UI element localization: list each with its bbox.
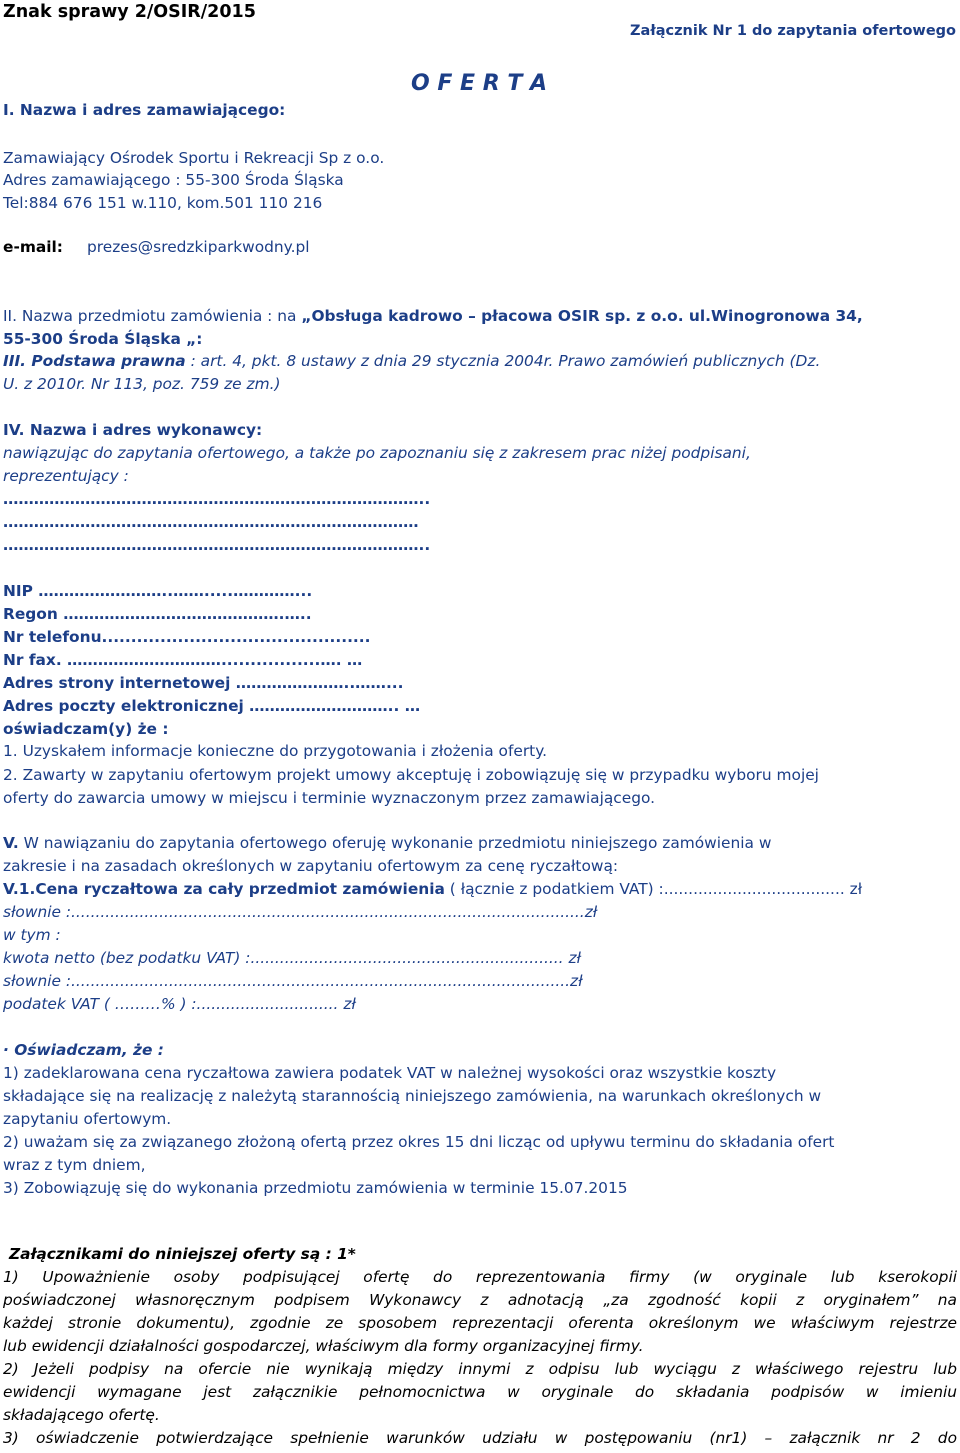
- fax-field: Nr fax. ………………………….................…. …: [3, 651, 363, 669]
- attachment-1-cont-b: każdej stronie dokumentu), zgodnie ze sposobem reprezentacji oferenta określonym we właściwym rejestrze: [3, 1314, 957, 1332]
- attachment-label: Załącznik Nr 1 do zapytania ofertowego: [630, 23, 956, 39]
- declare-point-1: 1. Uzyskałem informacje konieczne do przygotowania i złożenia oferty.: [3, 742, 548, 760]
- declare-point-2: 2. Zawarty w zapytaniu ofertowym projekt umowy akceptuję i zobowiązuję się w przypadku wyboru mojej: [3, 766, 819, 784]
- declare-heading: oświadczam(y) że :: [3, 720, 169, 738]
- declaration-1-end: zapytaniu ofertowym.: [3, 1110, 172, 1128]
- section5-text: W nawiązaniu do zapytania ofertowego oferuję wykonanie przedmiotu niniejszego zamówienia w: [18, 834, 772, 852]
- email-label: e-mail:: [3, 238, 63, 256]
- declaration-1-cont: składające się na realizację z należytą starannością niniejszego zamówienia, na warunkach określonych w: [3, 1087, 822, 1105]
- attachment-3: 3) oświadczenie potwierdzające spełnienie warunków udziału w postępowaniu (nr1) – załącznik nr 2 do: [3, 1429, 957, 1447]
- case-number: Znak sprawy 2/OSIR/2015: [3, 2, 256, 22]
- w-tym-label: w tym :: [3, 926, 61, 944]
- legal-basis: : art. 4, pkt. 8 ustawy z dnia 29 stycznia 2004r. Prawo zamówień publicznych (Dz.: [185, 352, 821, 370]
- attachment-2: 2) Jeżeli podpisy na ofercie nie wynikają między innymi z odpisu lub wyciągu z właściwego rejestru lub: [3, 1360, 957, 1378]
- attachment-2-end: składającego ofertę.: [3, 1406, 160, 1424]
- email-field: Adres poczty elektronicznej ……………………….. …: [3, 697, 421, 715]
- regon-field: Regon …………………………………….…..: [3, 605, 312, 623]
- attachment-2-cont: ewidencji wymagane jest załącznikie pełnomocnictwa w oryginale do składania podpisów w imieniu: [3, 1383, 957, 1401]
- declaration-2: 2) uważam się za związanego złożoną ofertą przez okres 15 dni licząc od upływu terminu do składania ofert: [3, 1133, 835, 1151]
- section3-heading: III. Podstawa prawna: [3, 352, 186, 370]
- price-value-dots: ( łącznie z podatkiem VAT) :..................................... zł: [444, 880, 863, 898]
- net-in-words: słownie :......................................................................................................zł: [3, 972, 583, 990]
- document-title: O F E R T A: [411, 71, 548, 96]
- order-subject-cont: 55-300 Środa Śląska „:: [3, 330, 203, 348]
- price-in-words: słownie :.........................................................................................................zł: [3, 903, 598, 921]
- section5-line-1: [3, 832, 771, 854]
- contractor-intro: nawiązując do zapytania ofertowego, a także po zapoznaniu się z zakresem prac niżej podpisani,: [3, 444, 751, 462]
- nip-field: NIP ……………………..…….....…………...: [3, 582, 313, 600]
- v1-heading: V.1.Cena ryczałtowa za cały przedmiot zamówienia: [3, 880, 445, 898]
- email-value: prezes@sredzkiparkwodny.pl: [87, 238, 310, 256]
- contractor-name-dots-2: ………………………………………………………………………: [3, 513, 419, 531]
- price-line: [3, 878, 862, 900]
- website-field: Adres strony internetowej …………………..……...: [3, 674, 404, 692]
- vat-amount: podatek VAT ( ………% ) :............................. zł: [3, 995, 356, 1013]
- phone-field: Nr telefonu..............................................: [3, 628, 371, 646]
- attachment-1: 1) Upoważnienie osoby podpisującej ofertę do reprezentowania firmy (w oryginale lub kserokopii: [3, 1268, 957, 1286]
- attachment-1-cont-a: poświadczonej własnoręcznym podpisem Wykonawcy z adnotacją „za zgodność kopii z oryginałem” na: [3, 1291, 957, 1309]
- contractor-intro-cont: reprezentujący :: [3, 467, 129, 485]
- contractor-name-dots-1: ………………………………………………………………………..: [3, 490, 431, 508]
- buyer-name: Zamawiający Ośrodek Sportu i Rekreacji Sp z o.o.: [3, 149, 385, 167]
- declaration-3: 3) Zobowiązuję się do wykonania przedmiotu zamówienia w terminie 15.07.2015: [3, 1179, 628, 1197]
- declaration-heading: · Oświadczam, że :: [3, 1041, 164, 1059]
- section1-heading: I. Nazwa i adres zamawiającego:: [3, 101, 286, 119]
- order-subject: „Obsługa kadrowo – płacowa OSIR sp. z o.o. ul.Winogronowa 34,: [301, 307, 863, 325]
- attachment-1-end: lub ewidencji działalności gospodarczej, właściwym dla formy organizacyjnej firmy.: [3, 1337, 644, 1355]
- declare-point-2-cont: oferty do zawarcia umowy w miejscu i terminie wyznaczonym przez zamawiającego.: [3, 789, 656, 807]
- section5-text-cont: zakresie i na zasadach określonych w zapytaniu ofertowym za cenę ryczałtową:: [3, 857, 619, 875]
- buyer-address: Adres zamawiającego : 55-300 Środa Śląska: [3, 171, 344, 189]
- declaration-2-cont: wraz z tym dniem,: [3, 1156, 146, 1174]
- contractor-name-dots-3: ………………………………………………………………………..: [3, 536, 431, 554]
- declaration-1: 1) zadeklarowana cena ryczałtowa zawiera podatek VAT w należnej wysokości oraz wszystkie koszty: [3, 1064, 777, 1082]
- section5-heading: V.: [3, 834, 19, 852]
- net-amount: kwota netto (bez podatku VAT) :................................................................ zł: [3, 949, 581, 967]
- section3-line-1: [3, 350, 820, 372]
- attachments-heading: Załącznikami do niniejszej oferty są : 1*: [9, 1245, 356, 1263]
- legal-basis-cont: U. z 2010r. Nr 113, poz. 759 ze zm.): [3, 375, 281, 393]
- section4-heading: IV. Nazwa i adres wykonawcy:: [3, 421, 263, 439]
- section2-prefix: II. Nazwa przedmiotu zamówienia : na: [3, 307, 302, 325]
- buyer-phone: Tel:884 676 151 w.110, kom.501 110 216: [3, 194, 323, 212]
- section2-line-1: [3, 305, 863, 327]
